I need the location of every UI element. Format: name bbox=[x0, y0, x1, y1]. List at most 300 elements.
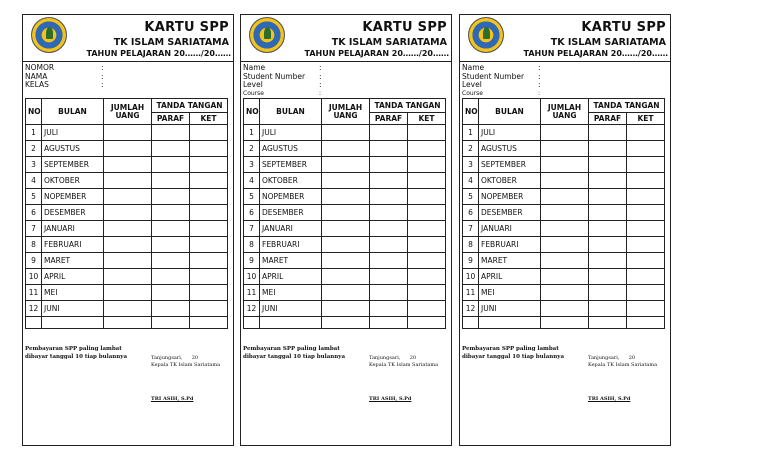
paraf-cell bbox=[152, 301, 190, 317]
student-info bbox=[23, 62, 233, 98]
table-row bbox=[463, 157, 665, 173]
ket-cell bbox=[190, 125, 228, 141]
col-jumlah: JUMLAH UANG bbox=[322, 99, 370, 125]
col-tanda-tangan: TANDA TANGAN bbox=[589, 99, 665, 113]
spp-card bbox=[459, 14, 671, 446]
row-number: 8 bbox=[26, 237, 42, 253]
month-name: DESEMBER bbox=[42, 205, 104, 221]
paraf-cell bbox=[370, 173, 408, 189]
info-colon: : bbox=[538, 63, 541, 72]
amount-cell bbox=[104, 253, 152, 269]
paraf-cell bbox=[589, 269, 627, 285]
amount-cell bbox=[104, 301, 152, 317]
info-colon: : bbox=[319, 71, 322, 81]
table-row bbox=[463, 173, 665, 189]
month-name: OKTOBER bbox=[479, 173, 541, 189]
amount-cell bbox=[541, 301, 589, 317]
paraf-cell bbox=[589, 125, 627, 141]
ket-cell bbox=[627, 301, 665, 317]
row-number: 6 bbox=[244, 205, 260, 221]
ket-cell bbox=[190, 301, 228, 317]
amount-cell bbox=[104, 189, 152, 205]
info-row bbox=[25, 81, 231, 90]
amount-cell bbox=[104, 173, 152, 189]
table-row-blank bbox=[463, 317, 665, 329]
table-row bbox=[26, 173, 228, 189]
row-number: 8 bbox=[463, 237, 479, 253]
ket-cell bbox=[627, 237, 665, 253]
table-row bbox=[463, 269, 665, 285]
amount-cell bbox=[322, 205, 370, 221]
row-number: 2 bbox=[463, 141, 479, 157]
row-number: 10 bbox=[463, 269, 479, 285]
signer-name: TRI ASIH, S.Pd bbox=[369, 396, 412, 402]
table-row bbox=[244, 285, 446, 301]
paraf-cell bbox=[589, 237, 627, 253]
table-row bbox=[244, 221, 446, 237]
info-label: KELAS bbox=[25, 80, 49, 89]
month-name: APRIL bbox=[260, 269, 322, 285]
ket-cell bbox=[190, 269, 228, 285]
col-jumlah: JUMLAH UANG bbox=[104, 99, 152, 125]
payment-table bbox=[462, 98, 665, 329]
table-row bbox=[244, 205, 446, 221]
card-footer bbox=[23, 329, 233, 415]
ket-cell bbox=[408, 173, 446, 189]
row-number: 11 bbox=[26, 285, 42, 301]
table-row bbox=[463, 237, 665, 253]
month-name: SEPTEMBER bbox=[260, 157, 322, 173]
col-bulan: BULAN bbox=[260, 99, 322, 125]
col-tanda-tangan: TANDA TANGAN bbox=[370, 99, 446, 113]
paraf-cell bbox=[370, 205, 408, 221]
paraf-cell bbox=[152, 157, 190, 173]
row-number: 5 bbox=[26, 189, 42, 205]
month-name: FEBRUARI bbox=[42, 237, 104, 253]
school-name: TK ISLAM SARIATAMA bbox=[113, 37, 229, 48]
table-header-row bbox=[244, 99, 446, 113]
info-colon: : bbox=[538, 80, 541, 89]
row-number: 11 bbox=[463, 285, 479, 301]
spp-card bbox=[22, 14, 234, 446]
academic-year: TAHUN PELAJARAN 20……/20…… bbox=[523, 49, 668, 58]
payment-table bbox=[243, 98, 446, 329]
col-no: NO bbox=[26, 99, 42, 125]
ket-cell bbox=[408, 301, 446, 317]
ket-cell bbox=[627, 141, 665, 157]
row-number: 3 bbox=[463, 157, 479, 173]
amount-cell bbox=[322, 189, 370, 205]
row-number: 6 bbox=[26, 205, 42, 221]
table-row bbox=[26, 237, 228, 253]
ket-cell bbox=[627, 253, 665, 269]
row-number: 12 bbox=[26, 301, 42, 317]
amount-cell bbox=[322, 157, 370, 173]
paraf-cell bbox=[152, 141, 190, 157]
paraf-cell bbox=[370, 189, 408, 205]
table-row bbox=[463, 285, 665, 301]
paraf-cell bbox=[589, 189, 627, 205]
student-info bbox=[241, 62, 451, 98]
row-number: 4 bbox=[26, 173, 42, 189]
info-label: Course bbox=[243, 89, 264, 97]
col-no: NO bbox=[244, 99, 260, 125]
amount-cell bbox=[322, 221, 370, 237]
row-number: 5 bbox=[244, 189, 260, 205]
row-number: 11 bbox=[244, 285, 260, 301]
col-ket: KET bbox=[190, 113, 228, 125]
ket-cell bbox=[408, 221, 446, 237]
table-row bbox=[244, 189, 446, 205]
ket-cell bbox=[190, 237, 228, 253]
paraf-cell bbox=[370, 301, 408, 317]
paraf-cell bbox=[152, 189, 190, 205]
ket-cell bbox=[190, 205, 228, 221]
table-row bbox=[244, 237, 446, 253]
info-label: Name bbox=[243, 63, 266, 72]
paraf-cell bbox=[152, 237, 190, 253]
info-row bbox=[462, 73, 668, 82]
table-row bbox=[26, 141, 228, 157]
paraf-cell bbox=[152, 221, 190, 237]
paraf-cell bbox=[589, 205, 627, 221]
info-label: Student Number bbox=[462, 71, 525, 81]
ket-cell bbox=[627, 125, 665, 141]
amount-cell bbox=[322, 285, 370, 301]
paraf-cell bbox=[589, 285, 627, 301]
amount-cell bbox=[541, 205, 589, 221]
month-name: AGUSTUS bbox=[42, 141, 104, 157]
card-title: KARTU SPP bbox=[144, 20, 229, 35]
amount-cell bbox=[104, 221, 152, 237]
academic-year: TAHUN PELAJARAN 20……/20…… bbox=[86, 49, 231, 58]
row-number: 2 bbox=[244, 141, 260, 157]
payment-note: Pembayaran SPP paling lambat dibayar tanggal 10 tiap bulannya bbox=[243, 346, 346, 360]
ket-cell bbox=[190, 285, 228, 301]
row-number: 9 bbox=[463, 253, 479, 269]
ket-cell bbox=[627, 157, 665, 173]
row-number: 4 bbox=[463, 173, 479, 189]
month-name: MARET bbox=[479, 253, 541, 269]
school-name: TK ISLAM SARIATAMA bbox=[550, 37, 666, 48]
ket-cell bbox=[627, 269, 665, 285]
month-name: JANUARI bbox=[479, 221, 541, 237]
info-label: Level bbox=[243, 80, 263, 89]
ket-cell bbox=[190, 157, 228, 173]
month-name: JULI bbox=[260, 125, 322, 141]
card-title: KARTU SPP bbox=[362, 20, 447, 35]
amount-cell bbox=[322, 125, 370, 141]
info-colon: : bbox=[538, 89, 541, 97]
signer-name: TRI ASIH, S.Pd bbox=[151, 396, 194, 402]
table-header-row bbox=[26, 99, 228, 113]
amount-cell bbox=[541, 125, 589, 141]
month-name: NOPEMBER bbox=[42, 189, 104, 205]
month-name: NOPEMBER bbox=[260, 189, 322, 205]
ket-cell bbox=[408, 205, 446, 221]
year-short: 20 bbox=[191, 355, 199, 361]
amount-cell bbox=[322, 237, 370, 253]
col-jumlah: JUMLAH UANG bbox=[541, 99, 589, 125]
table-header-row bbox=[463, 99, 665, 113]
info-row bbox=[25, 73, 231, 82]
table-row bbox=[26, 125, 228, 141]
ket-cell bbox=[627, 173, 665, 189]
col-paraf: PARAF bbox=[152, 113, 190, 125]
month-name: JANUARI bbox=[260, 221, 322, 237]
month-name: DESEMBER bbox=[260, 205, 322, 221]
table-row bbox=[26, 253, 228, 269]
ket-cell bbox=[190, 189, 228, 205]
row-number: 12 bbox=[244, 301, 260, 317]
info-row bbox=[462, 90, 668, 99]
month-name: DESEMBER bbox=[479, 205, 541, 221]
row-number: 9 bbox=[244, 253, 260, 269]
month-name: MEI bbox=[42, 285, 104, 301]
info-colon: : bbox=[101, 71, 104, 81]
payment-table bbox=[25, 98, 228, 329]
amount-cell bbox=[322, 269, 370, 285]
card-header bbox=[23, 15, 233, 62]
paraf-cell bbox=[370, 237, 408, 253]
payment-note: Pembayaran SPP paling lambat dibayar tanggal 10 tiap bulannya bbox=[462, 346, 565, 360]
month-name: AGUSTUS bbox=[479, 141, 541, 157]
paraf-cell bbox=[370, 157, 408, 173]
table-row bbox=[244, 173, 446, 189]
table-row bbox=[463, 301, 665, 317]
amount-cell bbox=[322, 173, 370, 189]
month-name: SEPTEMBER bbox=[479, 157, 541, 173]
table-row-blank bbox=[26, 317, 228, 329]
amount-cell bbox=[541, 173, 589, 189]
place-name: Tanjungsari, bbox=[369, 355, 401, 361]
table-row bbox=[463, 253, 665, 269]
ket-cell bbox=[627, 205, 665, 221]
info-row bbox=[462, 81, 668, 90]
ket-cell bbox=[627, 221, 665, 237]
signature-place-date bbox=[369, 354, 449, 362]
info-colon: : bbox=[538, 71, 541, 81]
info-row bbox=[243, 81, 449, 90]
month-name: SEPTEMBER bbox=[42, 157, 104, 173]
paraf-cell bbox=[370, 141, 408, 157]
amount-cell bbox=[541, 253, 589, 269]
place-name: Tanjungsari, bbox=[588, 355, 620, 361]
ket-cell bbox=[408, 125, 446, 141]
amount-cell bbox=[104, 237, 152, 253]
ket-cell bbox=[190, 253, 228, 269]
info-row bbox=[243, 73, 449, 82]
paraf-cell bbox=[370, 285, 408, 301]
table-row bbox=[463, 221, 665, 237]
payment-note: Pembayaran SPP paling lambat dibayar tanggal 10 tiap bulannya bbox=[25, 346, 128, 360]
col-ket: KET bbox=[627, 113, 665, 125]
paraf-cell bbox=[370, 221, 408, 237]
paraf-cell bbox=[152, 173, 190, 189]
paraf-cell bbox=[152, 205, 190, 221]
table-row bbox=[244, 269, 446, 285]
row-number: 7 bbox=[244, 221, 260, 237]
amount-cell bbox=[541, 285, 589, 301]
ket-cell bbox=[408, 157, 446, 173]
col-ket: KET bbox=[408, 113, 446, 125]
table-row bbox=[26, 189, 228, 205]
amount-cell bbox=[104, 269, 152, 285]
table-row bbox=[244, 301, 446, 317]
ket-cell bbox=[627, 189, 665, 205]
paraf-cell bbox=[152, 269, 190, 285]
signer-title: Kepala TK Islam Sariatama bbox=[369, 362, 439, 368]
row-number: 5 bbox=[463, 189, 479, 205]
table-row bbox=[26, 301, 228, 317]
amount-cell bbox=[104, 205, 152, 221]
table-row bbox=[26, 285, 228, 301]
info-label: Student Number bbox=[243, 71, 306, 81]
col-no: NO bbox=[463, 99, 479, 125]
signer-title: Kepala TK Islam Sariatama bbox=[151, 362, 221, 368]
col-bulan: BULAN bbox=[479, 99, 541, 125]
amount-cell bbox=[104, 125, 152, 141]
amount-cell bbox=[541, 157, 589, 173]
month-name: AGUSTUS bbox=[260, 141, 322, 157]
amount-cell bbox=[541, 221, 589, 237]
info-colon: : bbox=[319, 63, 322, 72]
paraf-cell bbox=[152, 285, 190, 301]
paraf-cell bbox=[589, 173, 627, 189]
ket-cell bbox=[408, 253, 446, 269]
month-name: MARET bbox=[260, 253, 322, 269]
month-name: MEI bbox=[260, 285, 322, 301]
year-short: 20 bbox=[409, 355, 417, 361]
month-name: OKTOBER bbox=[42, 173, 104, 189]
signature-place-date bbox=[151, 354, 231, 362]
info-label: Course bbox=[462, 89, 483, 97]
row-number: 3 bbox=[244, 157, 260, 173]
table-row-blank bbox=[244, 317, 446, 329]
month-name: JUNI bbox=[42, 301, 104, 317]
ket-cell bbox=[190, 221, 228, 237]
row-number: 12 bbox=[463, 301, 479, 317]
month-name: JUNI bbox=[479, 301, 541, 317]
info-label: Level bbox=[462, 80, 482, 89]
table-row bbox=[244, 157, 446, 173]
table-row bbox=[244, 125, 446, 141]
table-row bbox=[26, 221, 228, 237]
amount-cell bbox=[322, 141, 370, 157]
card-header bbox=[460, 15, 670, 62]
month-name: MARET bbox=[42, 253, 104, 269]
month-name: JULI bbox=[42, 125, 104, 141]
month-name: APRIL bbox=[42, 269, 104, 285]
ket-cell bbox=[627, 285, 665, 301]
row-number: 1 bbox=[463, 125, 479, 141]
info-row bbox=[243, 90, 449, 99]
amount-cell bbox=[104, 157, 152, 173]
table-row bbox=[463, 141, 665, 157]
card-footer bbox=[460, 329, 670, 415]
ket-cell bbox=[190, 141, 228, 157]
signer-name: TRI ASIH, S.Pd bbox=[588, 396, 631, 402]
table-row bbox=[244, 253, 446, 269]
paraf-cell bbox=[589, 221, 627, 237]
ket-cell bbox=[408, 237, 446, 253]
amount-cell bbox=[104, 141, 152, 157]
info-label: Name bbox=[462, 63, 485, 72]
amount-cell bbox=[541, 141, 589, 157]
amount-cell bbox=[541, 189, 589, 205]
info-colon: : bbox=[101, 63, 104, 72]
table-row bbox=[463, 189, 665, 205]
row-number: 1 bbox=[244, 125, 260, 141]
signature-place-date bbox=[588, 354, 668, 362]
month-name: OKTOBER bbox=[260, 173, 322, 189]
row-number: 3 bbox=[26, 157, 42, 173]
year-short: 20 bbox=[628, 355, 636, 361]
spp-card bbox=[240, 14, 452, 446]
month-name: MEI bbox=[479, 285, 541, 301]
paraf-cell bbox=[589, 301, 627, 317]
amount-cell bbox=[541, 237, 589, 253]
table-row bbox=[244, 141, 446, 157]
amount-cell bbox=[322, 301, 370, 317]
academic-year: TAHUN PELAJARAN 20……/20…… bbox=[304, 49, 449, 58]
paraf-cell bbox=[152, 253, 190, 269]
table-row bbox=[26, 269, 228, 285]
ket-cell bbox=[408, 269, 446, 285]
ket-cell bbox=[190, 173, 228, 189]
table-row bbox=[26, 157, 228, 173]
row-number: 4 bbox=[244, 173, 260, 189]
amount-cell bbox=[104, 285, 152, 301]
paraf-cell bbox=[152, 125, 190, 141]
col-paraf: PARAF bbox=[589, 113, 627, 125]
month-name: FEBRUARI bbox=[479, 237, 541, 253]
month-name: JANUARI bbox=[42, 221, 104, 237]
month-name: APRIL bbox=[479, 269, 541, 285]
table-row bbox=[463, 205, 665, 221]
month-name: NOPEMBER bbox=[479, 189, 541, 205]
info-colon: : bbox=[319, 89, 322, 97]
student-info bbox=[460, 62, 670, 98]
month-name: FEBRUARI bbox=[260, 237, 322, 253]
amount-cell bbox=[541, 269, 589, 285]
paraf-cell bbox=[589, 141, 627, 157]
info-row bbox=[25, 64, 231, 73]
card-title: KARTU SPP bbox=[581, 20, 666, 35]
row-number: 10 bbox=[244, 269, 260, 285]
row-number: 7 bbox=[26, 221, 42, 237]
row-number: 2 bbox=[26, 141, 42, 157]
info-colon: : bbox=[101, 80, 104, 89]
month-name: JUNI bbox=[260, 301, 322, 317]
paraf-cell bbox=[370, 253, 408, 269]
table-row bbox=[463, 125, 665, 141]
row-number: 1 bbox=[26, 125, 42, 141]
table-row bbox=[26, 205, 228, 221]
paraf-cell bbox=[370, 125, 408, 141]
month-name: JULI bbox=[479, 125, 541, 141]
row-number: 6 bbox=[463, 205, 479, 221]
paraf-cell bbox=[589, 157, 627, 173]
signer-title: Kepala TK Islam Sariatama bbox=[588, 362, 658, 368]
info-label: NOMOR bbox=[25, 63, 55, 72]
school-name: TK ISLAM SARIATAMA bbox=[331, 37, 447, 48]
ket-cell bbox=[408, 189, 446, 205]
info-label: NAMA bbox=[25, 71, 48, 81]
row-number: 10 bbox=[26, 269, 42, 285]
row-number: 8 bbox=[244, 237, 260, 253]
place-name: Tanjungsari, bbox=[151, 355, 183, 361]
